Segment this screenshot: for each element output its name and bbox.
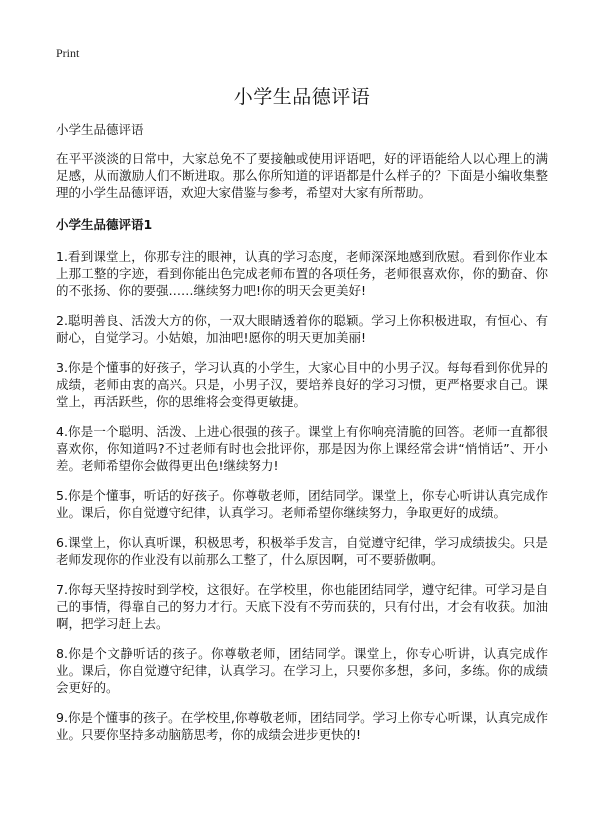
comment-paragraph: 8.你是个文静听话的孩子。你尊敬老师，团结同学。课堂上，你专心听讲，认真完成作业。课后，你自觉遵守纪律，认真学习。在学习上，只要你多想，多问，多练。你的成绩会更好的。 [56, 646, 548, 695]
page-title: 小学生品德评语 [233, 86, 371, 108]
comment-paragraph: 5.你是个懂事，听话的好孩子。你尊敬老师，团结同学。课堂上，你专心听讲认真完成作业。课后，你自觉遵守纪律，认真学习。老师希望你继续努力，争取更好的成绩。 [56, 488, 548, 520]
comment-paragraph: 3.你是个懂事的好孩子，学习认真的小学生，大家心目中的小男子汉。每每看到你优异的成绩，老师由衷的高兴。只是，小男子汉，要培养良好的学习习惯，更严格要求自己。课堂上，再活跃些，你的思维将会变得更敏捷。 [56, 360, 548, 409]
section-heading: 小学生品德评语1 [56, 217, 153, 232]
document-body [56, 150, 548, 756]
comment-paragraph: 4.你是一个聪明、活泼、上进心很强的孩子。课堂上有你响亮清脆的回答。老师一直都很喜欢你，你知道吗?不过老师有时也会批评你，那是因为你上课经常会讲“悄悄话”、开小差。老师希望你会做得更出色!继续努力! [56, 424, 548, 473]
print-link[interactable]: Print [56, 46, 80, 60]
document-subtitle: 小学生品德评语 [56, 122, 144, 137]
comment-paragraph: 7.你每天坚持按时到学校，这很好。在学校里，你也能团结同学，遵守纪律。可学习是自己的事情，得靠自己的努力才行。天底下没有不劳而获的，只有付出，才会有收获。加油啊，把学习赶上去。 [56, 582, 548, 631]
comment-paragraph: 2.聪明善良、活泼大方的你，一双大眼睛透着你的聪颖。学习上你积极进取，有恒心、有耐心，自觉学习。小姑娘，加油吧!愿你的明天更加美丽! [56, 313, 548, 345]
comment-paragraph: 6.课堂上，你认真听课，积极思考，积极举手发言，自觉遵守纪律，学习成绩拔尖。只是老师发现你的作业没有以前那么工整了，什么原因啊，可不要骄傲啊。 [56, 535, 548, 567]
comment-paragraph: 9.你是个懂事的孩子。在学校里,你尊敬老师，团结同学。学习上你专心听课，认真完成作业。只要你坚持多动脑筋思考，你的成绩会进步更快的! [56, 710, 548, 742]
comment-paragraph: 1.看到课堂上，你那专注的眼神，认真的学习态度，老师深深地感到欣慰。看到你作业本上那工整的字迹，看到你能出色完成老师布置的各项任务，老师很喜欢你，你的勤奋、你的不张扬、你的要强……继续努力吧!你的明天会更美好! [56, 249, 548, 298]
intro-paragraph: 在平平淡淡的日常中，大家总免不了要接触或使用评语吧，好的评语能给人以心理上的满足感，从而激励人们不断进取。那么你所知道的评语都是什么样子的？下面是小编收集整理的小学生品德评语，欢迎大家借鉴与参考，希望对大家有所帮助。 [56, 151, 548, 200]
